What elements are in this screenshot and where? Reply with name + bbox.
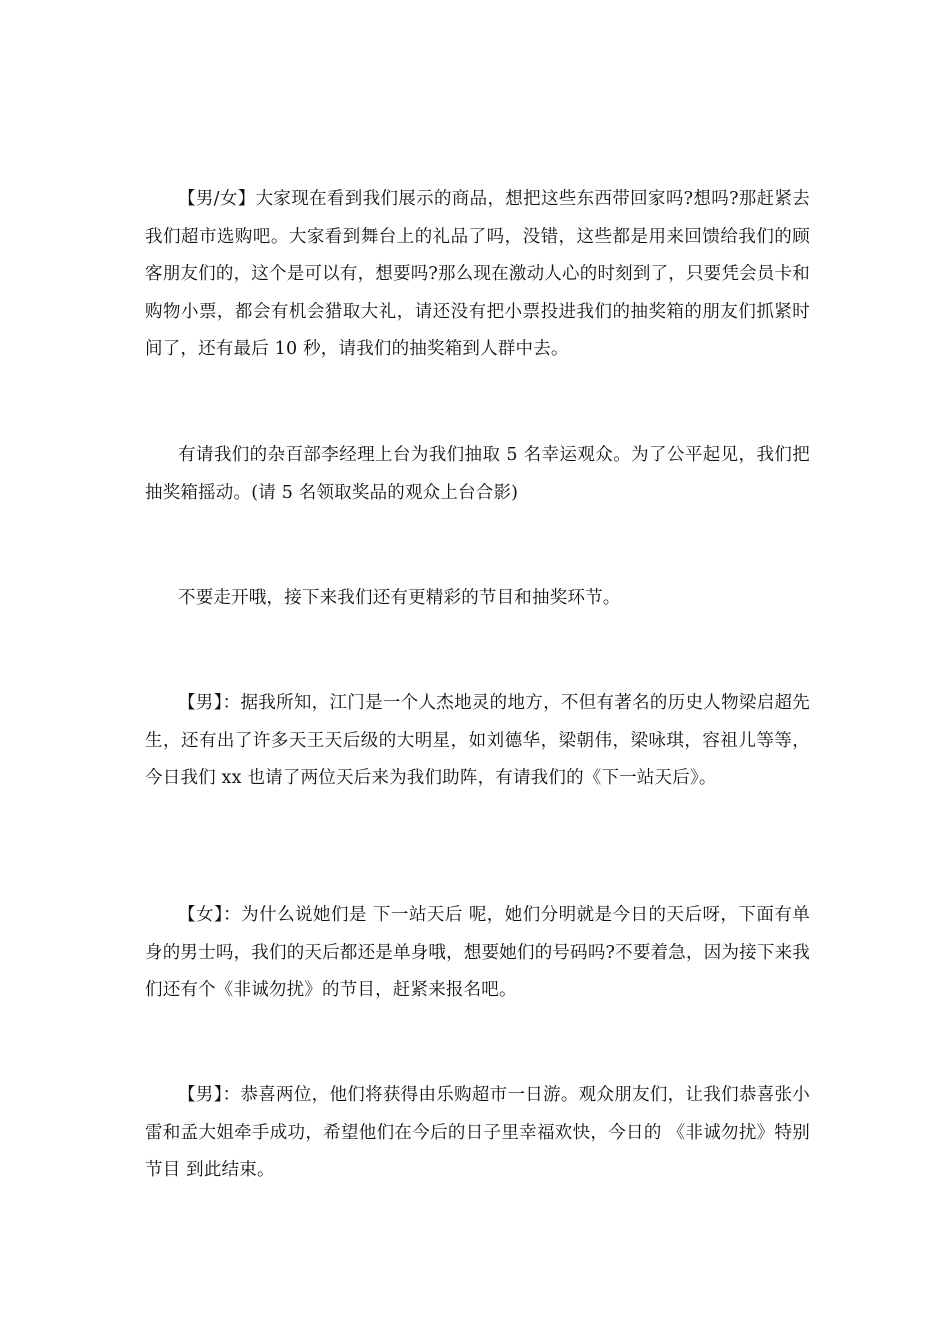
- paragraph-lottery-announcement: 【男/女】大家现在看到我们展示的商品，想把这些东西带回家吗?想吗?那赶紧去我们超市选购吧。大家看到舞台上的礼品了吗，没错，这些都是用来回馈给我们的顾客朋友们的，这个是可以有，想要吗?那么现在激动人心的时刻到了，只要凭会员卡和购物小票，都会有机会猎取大礼，请还没有把小票投进我们的抽奖箱的朋友们抓紧时间了，还有最后 10 秒，请我们的抽奖箱到人群中去。: [145, 189, 810, 359]
- paragraph-manager-draw: 有请我们的杂百部李经理上台为我们抽取 5 名幸运观众。为了公平起见，我们把抽奖箱摇动。(请 5 名领取奖品的观众上台合影): [145, 445, 810, 503]
- paragraph-male-host-jiangmen: 【男】：据我所知，江门是一个人杰地灵的地方，不但有著名的历史人物梁启超先生，还有出了许多天王天后级的大明星，如刘德华，梁朝伟，梁咏琪，容祖儿等等，今日我们 xx 也请了两位天后来为我们助阵，有请我们的《下一站天后》。: [145, 693, 810, 788]
- paragraph-dont-leave: 不要走开哦，接下来我们还有更精彩的节目和抽奖环节。: [178, 588, 621, 608]
- paragraph-male-host-closing: 【男】：恭喜两位，他们将获得由乐购超市一日游。观众朋友们，让我们恭喜张小雷和孟大姐牵手成功，希望他们在今后的日子里幸福欢快，今日的 《非诚勿扰》特别节目 到此结束。: [145, 1085, 810, 1180]
- paragraph-female-host-divas: 【女】：为什么说她们是 下一站天后 呢，她们分明就是今日的天后呀，下面有单身的男士吗，我们的天后都还是单身哦，想要她们的号码吗?不要着急，因为接下来我们还有个《非诚勿扰》的节目，赶紧来报名吧。: [145, 905, 810, 1000]
